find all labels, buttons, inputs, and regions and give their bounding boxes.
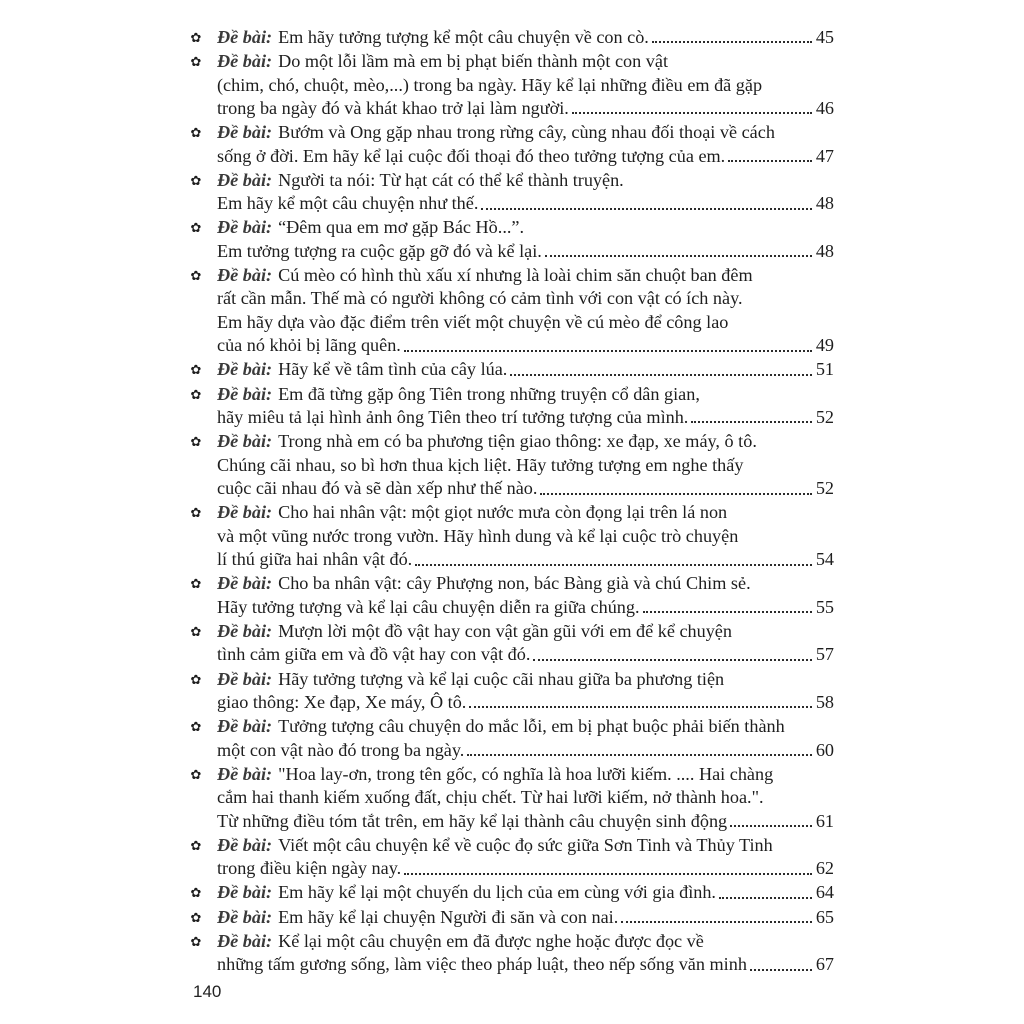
dot-leader (510, 374, 811, 376)
toc-entry (188, 121, 834, 168)
toc-entry (188, 572, 834, 619)
toc-entry (188, 881, 834, 904)
entry-label: Đề bài: (217, 573, 273, 594)
toc-entry-line (217, 763, 834, 786)
toc-entry-last-line (217, 97, 834, 120)
flower-bullet-icon: ✿ (190, 838, 202, 854)
toc-entry-last-line (217, 334, 834, 357)
toc-entry-text: Hãy tưởng tượng và kể lại câu chuyện diễn ra giữa chúng. (217, 596, 640, 617)
toc-page-ref: 54 (815, 549, 834, 570)
toc-entry-line (217, 216, 834, 239)
toc-entry-text-wrap (217, 145, 725, 168)
toc-entry-line (217, 50, 834, 73)
toc-entry (188, 26, 834, 49)
toc-entry-text-wrap (217, 857, 401, 880)
toc-entry-text: Cho hai nhân vật: một giọt nước mưa còn đọng lại trên lá non (278, 502, 728, 523)
toc-entry-last-line (217, 953, 834, 976)
toc-entry-text: Em hãy dựa vào đặc điểm trên viết một chuyện về cú mèo để công lao (217, 311, 729, 332)
toc-entry-text: cắm hai thanh kiếm xuống đất, chịu chết. Từ hai lưỡi kiếm, nở thành hoa.". (217, 787, 764, 808)
toc-page-ref: 64 (815, 882, 834, 903)
entry-label: Đề bài: (217, 834, 273, 855)
dot-leader (469, 706, 811, 708)
toc-entry-text: Từ những điều tóm tắt trên, em hãy kể lại thành câu chuyện sinh động (217, 810, 728, 831)
flower-bullet-icon: ✿ (190, 363, 202, 379)
toc-entry-text: (chim, chó, chuột, mèo,...) trong ba ngày. Hãy kể lại những điều em đã gặp (217, 74, 763, 95)
toc-entry-text: Kể lại một câu chuyện em đã được nghe hoặc được đọc về (278, 930, 704, 951)
toc-entry-line (217, 287, 834, 310)
toc-entry-text: Cú mèo có hình thù xấu xí nhưng là loài chim săn chuột ban đêm (278, 265, 753, 286)
entry-label: Đề bài: (217, 930, 273, 951)
toc-entry-last-line (217, 906, 834, 929)
toc-entry-text: Em hãy kể lại chuyện Người đi săn và con nai. (278, 906, 619, 927)
toc-entry (188, 620, 834, 667)
toc-entry-text: những tấm gương sống, làm việc theo pháp luật, theo nếp sống văn minh (217, 954, 747, 975)
dot-leader (621, 921, 812, 923)
toc-entry (188, 763, 834, 833)
toc-entry-last-line (217, 406, 834, 429)
toc-entry-last-line (217, 26, 834, 49)
toc-entry-text: Hãy tưởng tượng và kể lại cuộc cãi nhau giữa ba phương tiện (278, 668, 725, 689)
toc-entry-text: Trong nhà em có ba phương tiện giao thông: xe đạp, xe máy, ô tô. (278, 431, 757, 452)
entry-label: Đề bài: (217, 265, 273, 286)
toc-entry-text: "Hoa lay-ơn, trong tên gốc, có nghĩa là hoa lưỡi kiếm. .... Hai chàng (278, 763, 774, 784)
dot-leader (691, 421, 811, 423)
toc-entry-text: của nó khỏi bị lãng quên. (217, 335, 401, 356)
toc-entry-line (217, 383, 834, 406)
dot-leader (730, 825, 812, 827)
toc-page-ref: 61 (815, 810, 834, 831)
flower-bullet-icon: ✿ (190, 387, 202, 403)
entry-label: Đề bài: (217, 620, 273, 641)
toc-entry-text: sống ở đời. Em hãy kể lại cuộc đối thoại đó theo tưởng tượng của em. (217, 145, 726, 166)
entry-label: Đề bài: (217, 763, 273, 784)
toc-entry-text-wrap (217, 240, 542, 263)
toc-page-ref: 58 (815, 691, 834, 712)
dot-leader (467, 754, 811, 756)
toc-entry-last-line (217, 881, 834, 904)
entry-label: Đề bài: (217, 716, 273, 737)
toc-entry-text: Chúng cãi nhau, so bì hơn thua kịch liệt. Hãy tưởng tượng em nghe thấy (217, 454, 744, 475)
toc-entry-line (217, 525, 834, 548)
toc-entry-text: Người ta nói: Từ hạt cát có thể kể thành truyện. (278, 169, 624, 190)
toc-entry-last-line (217, 145, 834, 168)
toc-entry-text-wrap (217, 881, 716, 904)
toc-entry-text-wrap (217, 596, 640, 619)
toc-entry-text-wrap (217, 691, 466, 714)
dot-leader (533, 659, 811, 661)
flower-bullet-icon: ✿ (190, 126, 202, 142)
entry-label: Đề bài: (217, 27, 273, 47)
toc-page-ref: 67 (815, 954, 834, 975)
toc-page-ref: 65 (815, 906, 834, 927)
toc-entry-text-wrap (217, 97, 569, 120)
toc-entry-line (217, 169, 834, 192)
toc-entry-line (217, 454, 834, 477)
toc-entry-last-line (217, 548, 834, 571)
toc-entry (188, 264, 834, 358)
toc-entry-text-wrap (217, 334, 401, 357)
toc-entry-text: và một vũng nước trong vườn. Hãy hình dung và kể lại cuộc trò chuyện (217, 525, 739, 546)
toc-entry-text: giao thông: Xe đạp, Xe máy, Ô tô. (217, 691, 467, 712)
toc-entry-text: Hãy kể về tâm tình của cây lúa. (278, 359, 508, 380)
toc-entry-text-wrap (217, 643, 530, 666)
toc-page-ref: 49 (815, 335, 834, 356)
table-of-contents (188, 26, 834, 977)
toc-entry-text: Em đã từng gặp ông Tiên trong những truyện cổ dân gian, (278, 383, 700, 404)
toc-entry-text: trong ba ngày đó và khát khao trở lại làm người. (217, 98, 569, 119)
toc-entry-last-line (217, 643, 834, 666)
flower-bullet-icon: ✿ (190, 886, 202, 902)
toc-entry-line (217, 430, 834, 453)
toc-entry-text: tình cảm giữa em và đồ vật hay con vật đó. (217, 644, 531, 665)
page-number: 140 (193, 982, 222, 1001)
toc-entry-text: lí thú giữa hai nhân vật đó. (217, 549, 413, 570)
toc-entry-text: Cho ba nhân vật: cây Phượng non, bác Bàng già và chú Chim sẻ. (278, 573, 751, 594)
toc-entry (188, 216, 834, 263)
dot-leader (545, 255, 812, 257)
dot-leader (750, 969, 812, 971)
toc-entry (188, 668, 834, 715)
flower-bullet-icon: ✿ (190, 435, 202, 451)
flower-bullet-icon: ✿ (190, 672, 202, 688)
toc-entry-line (217, 572, 834, 595)
flower-bullet-icon: ✿ (190, 31, 202, 46)
entry-label: Đề bài: (217, 383, 273, 404)
dot-leader (572, 112, 812, 114)
toc-entry-text: Mượn lời một đồ vật hay con vật gần gũi với em để kể chuyện (278, 620, 732, 641)
toc-entry (188, 383, 834, 430)
toc-entry-last-line (217, 857, 834, 880)
toc-entry-line (217, 311, 834, 334)
toc-entry-text-wrap (217, 26, 649, 49)
toc-entry (188, 430, 834, 500)
toc-entry-last-line (217, 358, 834, 381)
toc-entry-text: Em tưởng tượng ra cuộc gặp gỡ đó và kể lại. (217, 240, 542, 261)
toc-page-ref: 60 (815, 739, 834, 760)
dot-leader (481, 208, 811, 210)
dot-leader (415, 564, 812, 566)
toc-page-ref: 46 (815, 98, 834, 119)
toc-entry-text: Em hãy kể lại một chuyến du lịch của em cùng với gia đình. (278, 882, 716, 903)
flower-bullet-icon: ✿ (190, 221, 202, 237)
toc-entry-text-wrap (217, 548, 412, 571)
dot-leader (643, 611, 812, 613)
entry-label: Đề bài: (217, 169, 273, 190)
toc-entry-text: cuộc cãi nhau đó và sẽ dàn xếp như thế nào. (217, 478, 538, 499)
toc-entry-text: Bướm và Ong gặp nhau trong rừng cây, cùng nhau đối thoại về cách (278, 122, 775, 143)
entry-label: Đề bài: (217, 906, 273, 927)
toc-page-ref: 47 (815, 145, 834, 166)
dot-leader (719, 897, 812, 899)
flower-bullet-icon: ✿ (190, 577, 202, 593)
entry-label: Đề bài: (217, 882, 273, 903)
toc-entry-last-line (217, 477, 834, 500)
toc-entry-text-wrap (217, 477, 537, 500)
toc-entry (188, 50, 834, 120)
toc-entry (188, 930, 834, 977)
toc-entry-line (217, 715, 834, 738)
entry-label: Đề bài: (217, 51, 273, 72)
toc-entry-text: một con vật nào đó trong ba ngày. (217, 739, 465, 760)
entry-label: Đề bài: (217, 502, 273, 523)
toc-entry-text-wrap (217, 810, 727, 833)
dot-leader (404, 350, 812, 352)
toc-entry-text-wrap (217, 358, 507, 381)
flower-bullet-icon: ✿ (190, 173, 202, 189)
toc-entry-line (217, 74, 834, 97)
toc-entry-line (217, 501, 834, 524)
toc-page-ref: 51 (815, 359, 834, 380)
entry-label: Đề bài: (217, 217, 273, 238)
toc-entry-line (217, 264, 834, 287)
flower-bullet-icon: ✿ (190, 624, 202, 640)
toc-entry-line (217, 121, 834, 144)
toc-page-ref: 48 (815, 240, 834, 261)
toc-page-ref: 62 (815, 858, 834, 879)
dot-leader (652, 41, 812, 43)
toc-entry-last-line (217, 810, 834, 833)
toc-entry-text-wrap (217, 192, 478, 215)
dot-leader (404, 873, 812, 875)
toc-entry-last-line (217, 240, 834, 263)
toc-page-ref: 48 (815, 193, 834, 214)
flower-bullet-icon: ✿ (190, 934, 202, 950)
toc-entry-text: Do một lỗi lầm mà em bị phạt biến thành một con vật (278, 51, 669, 72)
toc-entry-text: trong điều kiện ngày nay. (217, 858, 402, 879)
toc-entry-line (217, 668, 834, 691)
toc-entry-line (217, 834, 834, 857)
toc-page-ref: 45 (815, 27, 834, 47)
toc-entry-text: Em hãy kể một câu chuyện như thế. (217, 193, 479, 214)
toc-entry (188, 715, 834, 762)
toc-entry-text: Em hãy tưởng tượng kể một câu chuyện về con cò. (278, 27, 649, 47)
toc-entry-text: “Đêm qua em mơ gặp Bác Hồ...”. (278, 217, 525, 238)
toc-page-ref: 52 (815, 407, 834, 428)
toc-entry-text: Tưởng tượng câu chuyện do mắc lỗi, em bị phạt buộc phải biến thành (278, 716, 785, 737)
toc-entry-text: hãy miêu tả lại hình ảnh ông Tiên theo trí tưởng tượng của mình. (217, 407, 689, 428)
entry-label: Đề bài: (217, 359, 273, 380)
toc-entry-last-line (217, 192, 834, 215)
flower-bullet-icon: ✿ (190, 269, 202, 285)
flower-bullet-icon: ✿ (190, 55, 202, 71)
toc-entry (188, 834, 834, 881)
toc-entry-text-wrap (217, 406, 688, 429)
toc-entry (188, 358, 834, 381)
toc-entry-line (217, 786, 834, 809)
toc-entry-text: rất cần mẫn. Thế mà có người không có cảm tình với con vật có ích này. (217, 288, 743, 309)
toc-entry-line (217, 930, 834, 953)
toc-page-ref: 52 (815, 478, 834, 499)
toc-entry-text-wrap (217, 953, 747, 976)
toc-entry-last-line (217, 691, 834, 714)
flower-bullet-icon: ✿ (190, 767, 202, 783)
toc-entry (188, 501, 834, 571)
toc-entry-last-line (217, 596, 834, 619)
flower-bullet-icon: ✿ (190, 910, 202, 926)
dot-leader (728, 160, 812, 162)
flower-bullet-icon: ✿ (190, 506, 202, 522)
toc-entry (188, 906, 834, 929)
toc-entry (188, 169, 834, 216)
dot-leader (540, 493, 811, 495)
toc-entry-text-wrap (217, 906, 618, 929)
toc-page-ref: 57 (815, 644, 834, 665)
flower-bullet-icon: ✿ (190, 720, 202, 736)
toc-entry-text: Viết một câu chuyện kể về cuộc đọ sức giữa Sơn Tinh và Thủy Tinh (278, 834, 773, 855)
entry-label: Đề bài: (217, 122, 273, 143)
toc-entry-last-line (217, 739, 834, 762)
entry-label: Đề bài: (217, 668, 273, 689)
toc-entry-text-wrap (217, 739, 464, 762)
entry-label: Đề bài: (217, 431, 273, 452)
toc-page-ref: 55 (815, 596, 834, 617)
toc-entry-line (217, 620, 834, 643)
